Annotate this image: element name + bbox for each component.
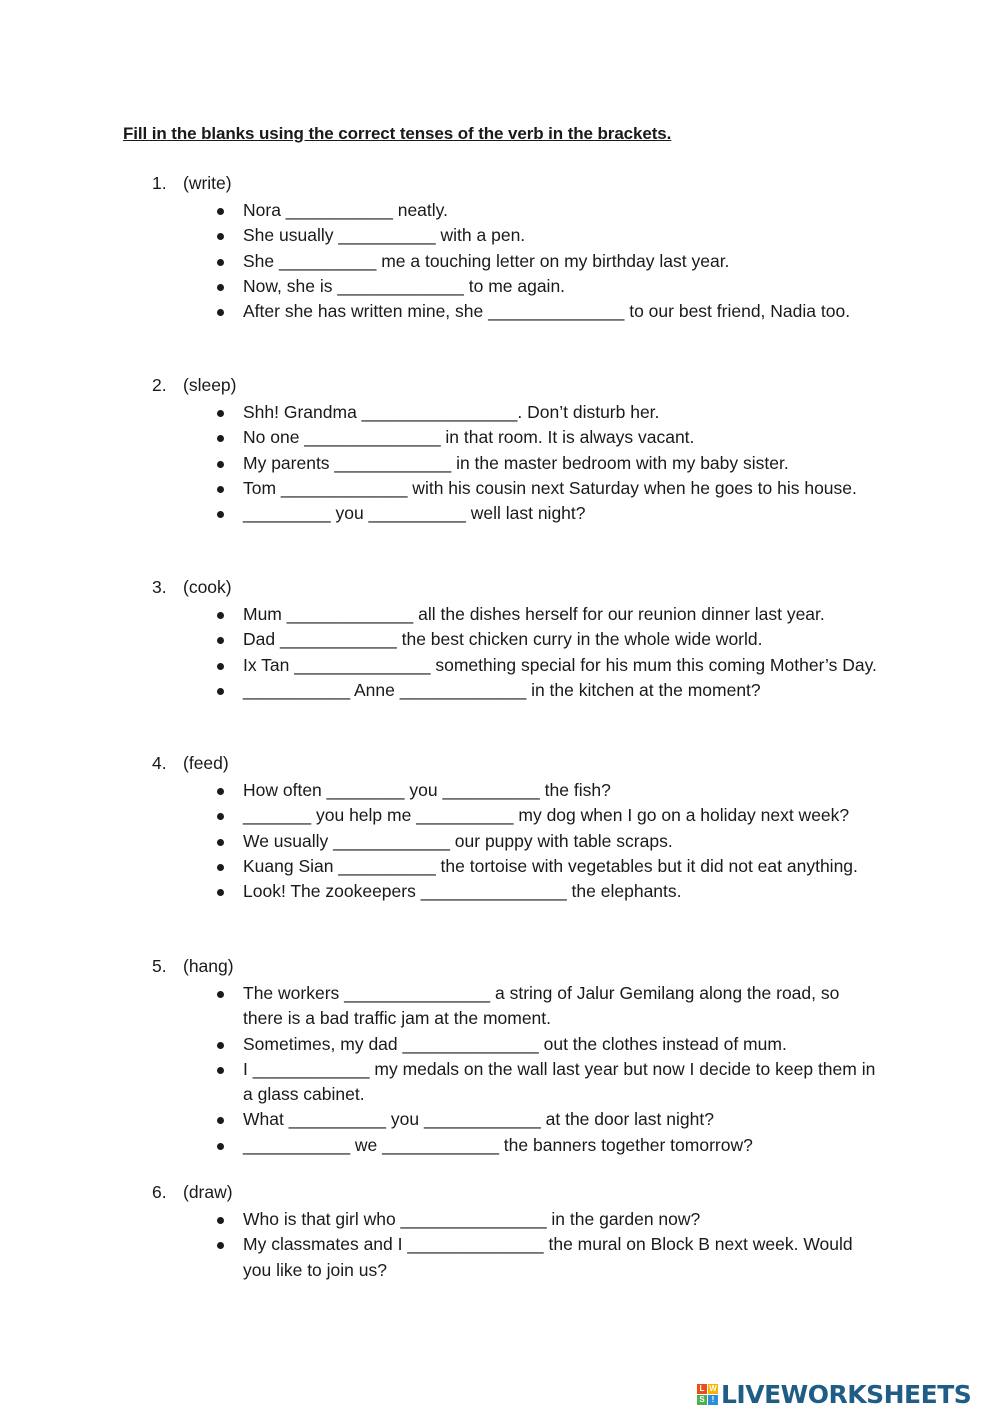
section-verb: (write) [183,173,232,193]
section-verb: (draw) [183,1182,233,1202]
sentence-item: Now, she is _____________ to me again. [243,274,883,299]
section-number: 6. [152,1182,167,1202]
sentence-item: How often ________ you __________ the fish? [243,778,883,803]
sentence-item: I ____________ my medals on the wall last year but now I decide to keep them in a glass cabinet. [243,1057,883,1108]
section-verb: (feed) [183,753,229,773]
worksheet-title: Fill in the blanks using the correct tenses of the verb in the brackets. [123,124,672,143]
section-number: 3. [152,577,167,597]
sentence-item: ___________ we ____________ the banners together tomorrow? [243,1133,883,1158]
sentence-item: Kuang Sian __________ the tortoise with vegetables but it did not eat anything. [243,854,883,879]
sentence-item: Ix Tan ______________ something special for his mum this coming Mother’s Day. [243,653,883,678]
sentence-item: Sometimes, my dad ______________ out the clothes instead of mum. [243,1032,883,1057]
sentence-list [243,981,883,1158]
sentence-list [243,778,883,904]
logo-mark-tile: W [709,1383,717,1393]
sentence-item: Who is that girl who _______________ in the garden now? [243,1207,883,1232]
section-heading [152,956,234,977]
sentence-item: We usually ____________ our puppy with table scraps. [243,829,883,854]
section-number: 4. [152,753,167,773]
sentence-list [243,602,883,703]
liveworksheets-logo [697,1378,971,1410]
sentence-item: Look! The zookeepers _______________ the elephants. [243,879,883,904]
sentence-item: _______ you help me __________ my dog when I go on a holiday next week? [243,803,883,828]
sentence-item: ___________ Anne _____________ in the kitchen at the moment? [243,678,883,703]
section-heading [152,375,237,396]
section-verb: (sleep) [183,375,237,395]
sentence-item: After she has written mine, she ______________ to our best friend, Nadia too. [243,299,883,324]
logo-text: LIVEWORKSHEETS [721,1379,972,1409]
sentence-item: Shh! Grandma ________________. Don’t disturb her. [243,400,883,425]
sentence-item: My parents ____________ in the master bedroom with my baby sister. [243,451,883,476]
logo-mark-tile: S [697,1395,707,1405]
sentence-item: She __________ me a touching letter on my birthday last year. [243,249,883,274]
section-verb: (cook) [183,577,232,597]
sentence-list [243,400,883,526]
section-heading [152,173,232,194]
section-number: 1. [152,173,167,193]
sentence-item: My classmates and I ______________ the mural on Block B next week. Would you like to join us? [243,1232,883,1283]
sentence-list [243,198,883,324]
section-verb: (hang) [183,956,234,976]
logo-mark-tile: ! [708,1395,718,1405]
sentence-list [243,1207,883,1283]
section-heading [152,1182,233,1203]
sentence-item: The workers _______________ a string of Jalur Gemilang along the road, so there is a bad traffic jam at the moment. [243,981,883,1032]
sentence-item: Mum _____________ all the dishes herself for our reunion dinner last year. [243,602,883,627]
sentence-item: No one ______________ in that room. It is always vacant. [243,425,883,450]
section-number: 5. [152,956,167,976]
sentence-item: Nora ___________ neatly. [243,198,883,223]
logo-mark-icon [697,1384,718,1405]
sentence-item: What __________ you ____________ at the door last night? [243,1107,883,1132]
sentence-item: Tom _____________ with his cousin next Saturday when he goes to his house. [243,476,883,501]
sentence-item: _________ you __________ well last night? [243,501,883,526]
section-heading [152,577,232,598]
sentence-item: Dad ____________ the best chicken curry in the whole wide world. [243,627,883,652]
logo-mark-tile: L [697,1384,707,1394]
sentence-item: She usually __________ with a pen. [243,223,883,248]
section-number: 2. [152,375,167,395]
section-heading [152,753,229,774]
